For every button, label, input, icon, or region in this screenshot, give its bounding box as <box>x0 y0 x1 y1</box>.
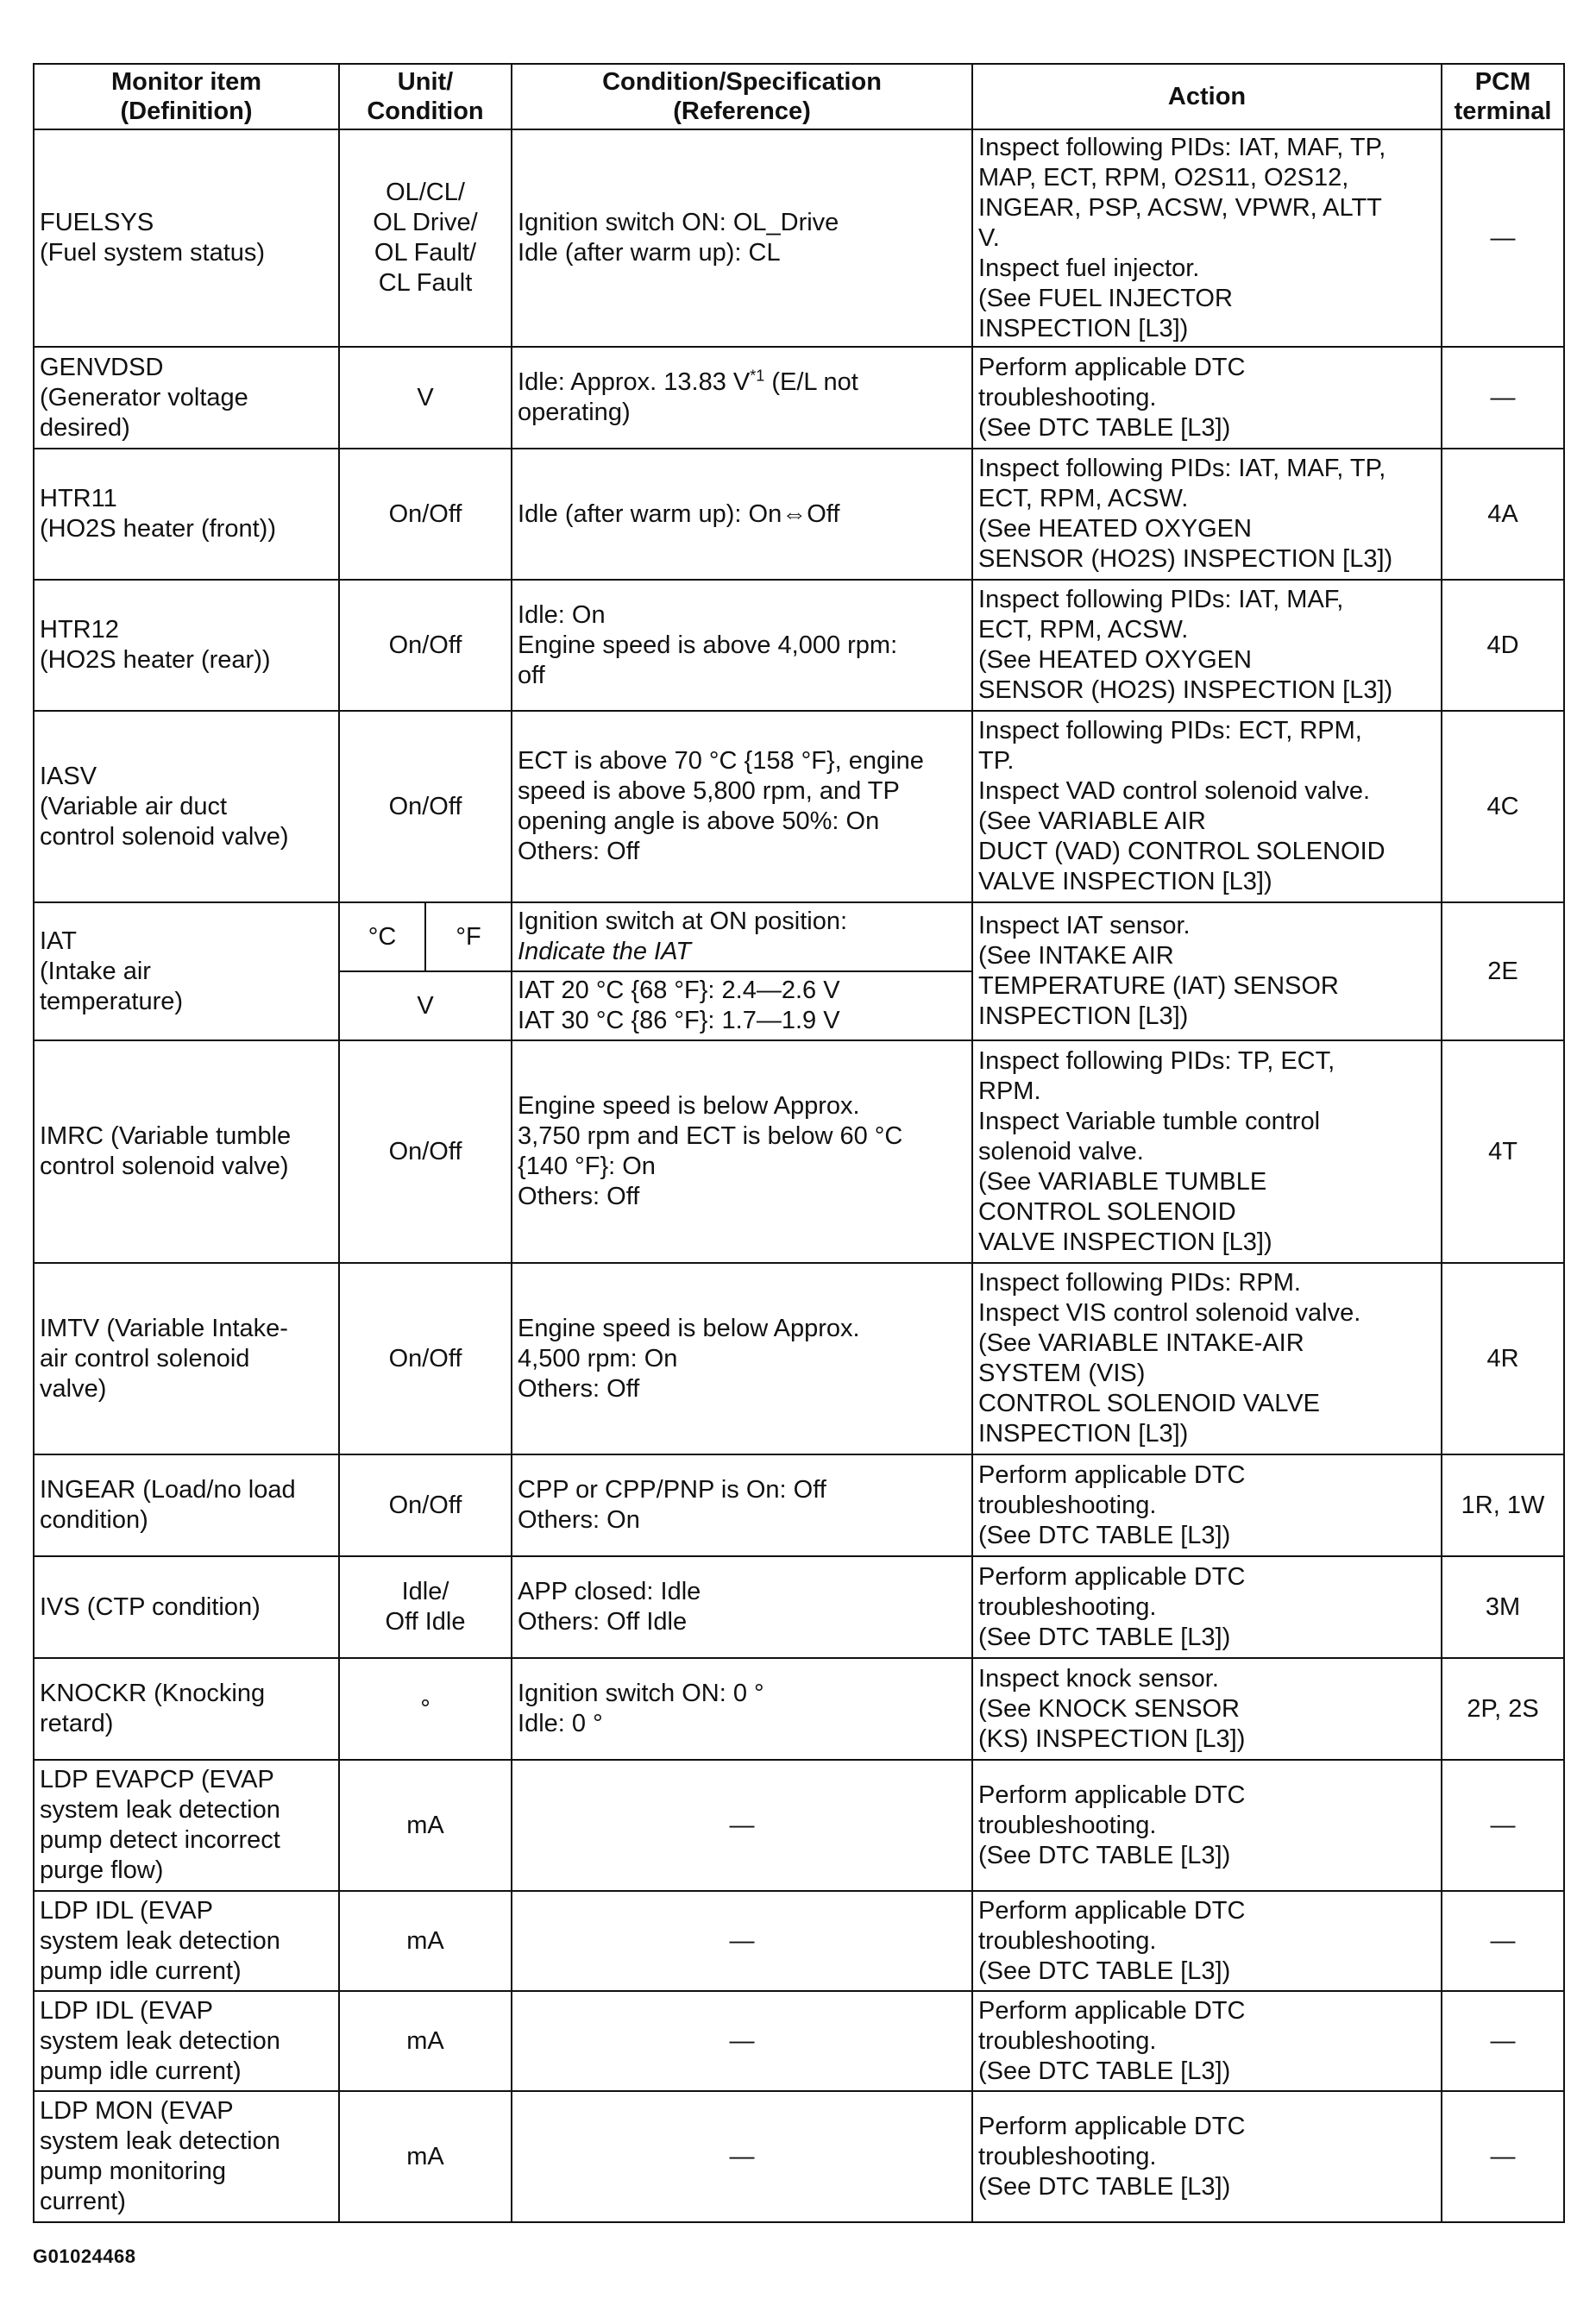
cell-text-line: Idle (after warm up): On⇔Off <box>518 499 840 528</box>
cell-text-line: (See FUEL INJECTOR <box>978 284 1233 312</box>
cell-unit <box>339 1658 512 1760</box>
cell-text-line: (Reference) <box>673 97 811 125</box>
cell-text-line: (HO2S heater (rear)) <box>40 646 271 674</box>
header-monitor-item <box>34 64 339 129</box>
cell-text-line: On/Off <box>388 1491 462 1519</box>
cell-text-line: Monitor item <box>111 68 261 96</box>
cell-text-line: DUCT (VAD) CONTROL SOLENOID <box>978 838 1386 865</box>
cell-action <box>972 711 1442 902</box>
cell-text-line: Others: Off Idle <box>518 1608 688 1636</box>
cell-monitor-item <box>34 1891 339 1991</box>
cell-text-line: On/Off <box>388 631 462 659</box>
cell-text-line: V <box>417 991 434 1020</box>
cell-text-line: Engine speed is below Approx. <box>518 1092 860 1120</box>
cell-text-line: 4,500 rpm: On <box>518 1344 678 1372</box>
cell-text-line: system leak detection <box>40 2127 280 2155</box>
cell-monitor-item <box>34 580 339 711</box>
cell-action <box>972 902 1442 1040</box>
cell-text-line: — <box>1490 223 1516 252</box>
cell-text-line: — <box>729 1926 755 1955</box>
cell-text-line: INGEAR, PSP, ACSW, VPWR, ALTT <box>978 193 1382 222</box>
cell-text-line: terminal <box>1454 97 1552 125</box>
table-row <box>34 1760 1564 1891</box>
cell-text-line: LDP EVAPCP (EVAP <box>40 1766 274 1793</box>
table-row <box>34 449 1564 580</box>
cell-text-line: IMTV (Variable Intake- <box>40 1314 288 1342</box>
cell-text-line: troubleshooting. <box>978 1592 1157 1621</box>
table-row <box>34 1658 1564 1760</box>
cell-text-line: 2E <box>1487 957 1518 985</box>
cell-monitor-item <box>34 1658 339 1760</box>
cell-text-line: (See HEATED OXYGEN <box>978 515 1252 543</box>
cell-monitor-item <box>34 902 339 1040</box>
cell-action <box>972 1556 1442 1658</box>
cell-text-line: (See DTC TABLE [L3]) <box>978 2172 1231 2201</box>
cell-pcm-terminal <box>1442 1760 1564 1891</box>
cell-text-line: Others: Off <box>518 838 640 865</box>
table-row <box>34 1454 1564 1556</box>
cell-text-line: Inspect fuel injector. <box>978 254 1200 282</box>
cell-text-line: mA <box>406 2142 444 2170</box>
cell-text-line: 4D <box>1486 631 1519 659</box>
cell-text-line: troubleshooting. <box>978 383 1157 411</box>
cell-text-line: Indicate the IAT <box>518 938 691 965</box>
cell-text-line: Unit/ <box>397 68 454 96</box>
cell-pcm-terminal <box>1442 1454 1564 1556</box>
cell-text-line: On/Off <box>388 499 462 528</box>
header-action <box>972 64 1442 129</box>
cell-pcm-terminal <box>1442 1556 1564 1658</box>
cell-monitor-item <box>34 449 339 580</box>
cell-action <box>972 1263 1442 1454</box>
cell-text-line: Idle: Approx. 13.83 $V^{*1}$ (E/L not <box>518 367 858 396</box>
cell-condition <box>512 1556 972 1658</box>
cell-text-line: — <box>1490 1811 1516 1839</box>
table-row <box>34 580 1564 711</box>
cell-text-line: Idle: On <box>518 600 606 629</box>
cell-condition <box>512 1760 972 1891</box>
table-row <box>34 129 1564 347</box>
cell-pcm-terminal <box>1442 1263 1564 1454</box>
cell-text-line: V. <box>978 223 1000 252</box>
cell-text-line: troubleshooting. <box>978 1491 1157 1519</box>
cell-condition <box>512 1891 972 1991</box>
cell-pcm-terminal <box>1442 449 1564 580</box>
figure-id-label: G01024468 <box>33 2245 136 2267</box>
cell-text-line: (See DTC TABLE [L3]) <box>978 2057 1231 2085</box>
table-row <box>34 1556 1564 1658</box>
table-row <box>34 1991 1564 2091</box>
cell-text-line: — <box>1490 1926 1516 1955</box>
cell-text-line: Perform applicable DTC <box>978 1996 1246 2025</box>
cell-condition <box>512 1040 972 1263</box>
cell-text-line: SENSOR (HO2S) INSPECTION [L3]) <box>978 676 1393 704</box>
cell-text-line: (See DTC TABLE [L3]) <box>978 1957 1231 1985</box>
cell-text-line: KNOCKR (Knocking <box>40 1680 266 1707</box>
cell-text-line: mA <box>406 1811 444 1839</box>
cell-text-line: pump idle current) <box>40 2057 242 2085</box>
cell-monitor-item <box>34 1454 339 1556</box>
cell-text-line: speed is above 5,800 rpm, and TP <box>518 777 900 805</box>
cell-text-line: 4T <box>1488 1137 1517 1165</box>
table-row <box>34 1891 1564 1991</box>
cell-pcm-terminal <box>1442 711 1564 902</box>
cell-monitor-item <box>34 1556 339 1658</box>
cell-text-line: Idle/ <box>401 1578 449 1605</box>
cell-condition <box>512 971 972 1040</box>
cell-text-line: 4C <box>1486 792 1519 820</box>
cell-monitor-item <box>34 1263 339 1454</box>
cell-pcm-terminal <box>1442 1658 1564 1760</box>
cell-condition <box>512 902 972 971</box>
cell-text-line: IAT 20 °C {68 °F}: 2.4—2.6 V <box>518 977 840 1004</box>
cell-text-line: control solenoid valve) <box>40 822 289 851</box>
cell-pcm-terminal <box>1442 2091 1564 2222</box>
cell-monitor-item <box>34 347 339 449</box>
cell-text-line: Others: Off <box>518 1183 640 1210</box>
cell-text-line: opening angle is above 50%: On <box>518 807 880 835</box>
cell-unit <box>339 1991 512 2091</box>
cell-text-line: temperature) <box>40 987 184 1015</box>
header-unit-condition <box>339 64 512 129</box>
cell-text-line: PCM <box>1474 68 1531 96</box>
cell-text-line: Perform applicable DTC <box>978 1562 1246 1591</box>
cell-text-line: ECT, RPM, ACSW. <box>978 616 1189 644</box>
cell-text-line: RPM. <box>978 1077 1041 1105</box>
cell-text-line: control solenoid valve) <box>40 1153 289 1180</box>
cell-text-line: — <box>1490 2142 1516 2170</box>
cell-text-line: troubleshooting. <box>978 1811 1157 1839</box>
cell-unit <box>339 1263 512 1454</box>
cell-text-line: Perform applicable DTC <box>978 2112 1246 2140</box>
cell-monitor-item <box>34 1040 339 1263</box>
cell-monitor-item <box>34 1760 339 1891</box>
cell-unit <box>339 1891 512 1991</box>
cell-text-line: (See VARIABLE AIR <box>978 807 1206 835</box>
cell-text-line: MAP, ECT, RPM, O2S11, O2S12, <box>978 163 1349 192</box>
cell-monitor-item <box>34 1991 339 2091</box>
cell-text-line: (See HEATED OXYGEN <box>978 646 1252 674</box>
cell-unit <box>339 1454 512 1556</box>
header-condition-specification <box>512 64 972 129</box>
cell-text-line: (Fuel system status) <box>40 239 266 267</box>
cell-unit <box>339 129 512 347</box>
cell-text-line: LDP IDL (EVAP <box>40 1996 213 2025</box>
cell-unit <box>339 449 512 580</box>
cell-text-line: IAT <box>40 926 77 955</box>
cell-text-line: desired) <box>40 413 130 442</box>
cell-action <box>972 2091 1442 2222</box>
cell-text-line: VALVE INSPECTION [L3]) <box>978 868 1272 895</box>
cell-text-line: IAT 30 °C {86 °F}: 1.7—1.9 V <box>518 1007 840 1034</box>
cell-action <box>972 1891 1442 1991</box>
cell-text-line: 1R, 1W <box>1461 1491 1545 1519</box>
cell-text-line: LDP MON (EVAP <box>40 2097 234 2125</box>
cell-text-line: operating) <box>518 399 631 426</box>
cell-text-line: — <box>1490 2026 1516 2055</box>
cell-text-line: — <box>729 1811 755 1839</box>
cell-text-line: Condition/Specification <box>602 68 882 96</box>
cell-text-line: V <box>417 383 434 411</box>
cell-text-line: (See KNOCK SENSOR <box>978 1694 1240 1723</box>
cell-text-line: (Intake air <box>40 957 151 985</box>
cell-text-line: Others: Off <box>518 1374 640 1403</box>
table-header-row <box>34 64 1564 129</box>
cell-text-line: Inspect following PIDs: IAT, MAF, <box>978 586 1344 613</box>
cell-text-line: Perform applicable DTC <box>978 1781 1246 1809</box>
table-row <box>34 2091 1564 2222</box>
cell-text-line: Perform applicable DTC <box>978 353 1246 381</box>
cell-condition <box>512 347 972 449</box>
cell-condition <box>512 711 972 902</box>
cell-text-line: TEMPERATURE (IAT) SENSOR <box>978 972 1339 1000</box>
cell-text-line: air control solenoid <box>40 1344 250 1372</box>
cell-text-line: APP closed: Idle <box>518 1578 701 1605</box>
cell-text-line: (HO2S heater (front)) <box>40 515 276 543</box>
cell-action <box>972 449 1442 580</box>
cell-condition <box>512 1263 972 1454</box>
cell-text-line: condition) <box>40 1506 148 1534</box>
cell-unit <box>339 2091 512 2222</box>
cell-action <box>972 347 1442 449</box>
cell-text-line: Inspect VAD control solenoid valve. <box>978 777 1371 805</box>
cell-text-line: Engine speed is below Approx. <box>518 1314 860 1342</box>
cell-pcm-terminal <box>1442 1991 1564 2091</box>
cell-text-line: (See DTC TABLE [L3]) <box>978 1521 1231 1549</box>
cell-text-line: Idle: 0 ° <box>518 1710 603 1737</box>
cell-unit <box>339 347 512 449</box>
cell-unit <box>339 1556 512 1658</box>
cell-text-line: 3M <box>1485 1592 1521 1621</box>
cell-text-line: HTR12 <box>40 616 119 644</box>
cell-action <box>972 1658 1442 1760</box>
cell-text-line: HTR11 <box>40 485 117 512</box>
cell-action <box>972 129 1442 347</box>
cell-text-line: off <box>518 661 545 689</box>
pid-monitor-table-wrapper <box>33 63 1563 2223</box>
cell-text-line: Ignition switch ON: 0 ° <box>518 1680 764 1707</box>
cell-condition <box>512 129 972 347</box>
cell-text-line: (See DTC TABLE [L3]) <box>978 413 1231 442</box>
cell-text-line: (Definition) <box>120 97 253 125</box>
cell-text-line: system leak detection <box>40 1796 280 1824</box>
cell-text-line: purge flow) <box>40 1856 164 1884</box>
cell-text-line: VALVE INSPECTION [L3]) <box>978 1228 1272 1256</box>
cell-monitor-item <box>34 129 339 347</box>
cell-text-line: (Variable air duct <box>40 792 228 820</box>
cell-text-line: LDP IDL (EVAP <box>40 1896 213 1925</box>
cell-text-line: — <box>729 2026 755 2055</box>
cell-text-line: INSPECTION [L3]) <box>978 1420 1189 1448</box>
cell-text-line: INSPECTION [L3]) <box>978 1002 1189 1030</box>
cell-text-line: retard) <box>40 1710 114 1737</box>
cell-text-line: (KS) INSPECTION [L3]) <box>978 1724 1246 1753</box>
cell-text-line: mA <box>406 2026 444 2055</box>
cell-text-line: pump detect incorrect <box>40 1826 280 1854</box>
cell-unit <box>339 580 512 711</box>
cell-text-line: Ignition switch ON: OL_Drive <box>518 209 839 236</box>
cell-text-line: system leak detection <box>40 2026 280 2055</box>
cell-text-line: OL Fault/ <box>374 239 477 267</box>
cell-text-line: IMRC (Variable tumble <box>40 1122 292 1150</box>
cell-text-line: OL Drive/ <box>373 209 478 236</box>
cell-unit-fahrenheit: °F <box>425 902 512 971</box>
cell-text-line: CONTROL SOLENOID VALVE <box>978 1390 1320 1417</box>
cell-text-line: (Generator voltage <box>40 383 248 411</box>
cell-text-line: Ignition switch at ON position: <box>518 908 848 935</box>
cell-text-line: Inspect Variable tumble control <box>978 1107 1321 1135</box>
cell-text-line: On/Off <box>388 792 462 820</box>
cell-text-line: Off Idle <box>385 1608 466 1636</box>
cell-text-line: Inspect knock sensor. <box>978 1664 1219 1693</box>
cell-text-line: INSPECTION [L3]) <box>978 314 1189 342</box>
cell-text-line: Perform applicable DTC <box>978 1460 1246 1489</box>
table-row <box>34 902 1564 971</box>
cell-text-line: troubleshooting. <box>978 2142 1157 2170</box>
cell-text-line: Inspect following PIDs: IAT, MAF, TP, <box>978 455 1386 482</box>
cell-text-line: valve) <box>40 1374 107 1403</box>
cell-text-line: (See VARIABLE TUMBLE <box>978 1167 1267 1196</box>
cell-unit <box>339 1040 512 1263</box>
cell-text-line: ECT is above 70 °C {158 °F}, engine <box>518 747 924 775</box>
cell-unit <box>339 1760 512 1891</box>
cell-text-line: Inspect IAT sensor. <box>978 912 1191 939</box>
cell-text-line: ECT, RPM, ACSW. <box>978 485 1189 512</box>
cell-text-line: troubleshooting. <box>978 1926 1157 1955</box>
cell-text-line: Inspect following PIDs: RPM. <box>978 1269 1301 1297</box>
cell-text-line: INGEAR (Load/no load <box>40 1476 296 1504</box>
cell-pcm-terminal <box>1442 1891 1564 1991</box>
cell-monitor-item <box>34 711 339 902</box>
cell-pcm-terminal <box>1442 902 1564 1040</box>
cell-text-line: FUELSYS <box>40 209 154 236</box>
cell-action <box>972 1040 1442 1263</box>
table-row <box>34 1040 1564 1263</box>
cell-action <box>972 580 1442 711</box>
cell-text-line: pump monitoring <box>40 2158 226 2185</box>
cell-text-line: GENVDSD <box>40 353 164 381</box>
cell-condition <box>512 580 972 711</box>
cell-text-line: On/Off <box>388 1137 462 1165</box>
cell-text-line: 4R <box>1486 1344 1519 1372</box>
cell-monitor-item <box>34 2091 339 2222</box>
cell-text-line: SYSTEM (VIS) <box>978 1360 1146 1387</box>
header-pcm-terminal <box>1442 64 1564 129</box>
cell-text-line: Inspect following PIDs: ECT, RPM, <box>978 717 1362 744</box>
pid-monitor-table <box>33 63 1565 2223</box>
cell-text-line: OL/CL/ <box>386 179 465 206</box>
cell-text-line: mA <box>406 1926 444 1955</box>
cell-unit <box>339 971 512 1040</box>
cell-pcm-terminal <box>1442 580 1564 711</box>
cell-pcm-terminal <box>1442 129 1564 347</box>
cell-condition <box>512 1658 972 1760</box>
cell-action <box>972 1760 1442 1891</box>
cell-text-line: IVS (CTP condition) <box>40 1592 261 1621</box>
cell-text-line: current) <box>40 2188 126 2215</box>
cell-text-line: troubleshooting. <box>978 2026 1157 2055</box>
cell-condition <box>512 1454 972 1556</box>
cell-text-line: CONTROL SOLENOID <box>978 1197 1236 1226</box>
cell-text-line: (See VARIABLE INTAKE-AIR <box>978 1329 1304 1357</box>
cell-text-line: — <box>729 2142 755 2170</box>
cell-condition <box>512 2091 972 2222</box>
cell-text-line: (See DTC TABLE [L3]) <box>978 1841 1231 1869</box>
cell-text-line: Engine speed is above 4,000 rpm: <box>518 631 898 659</box>
cell-text-line: Others: On <box>518 1506 640 1534</box>
cell-text-line: (See DTC TABLE [L3]) <box>978 1623 1231 1651</box>
cell-text-line: Action <box>1167 83 1247 110</box>
cell-text-line: TP. <box>978 747 1015 775</box>
cell-text-line: pump idle current) <box>40 1957 242 1985</box>
cell-text-line: Idle (after warm up): CL <box>518 239 781 267</box>
cell-text-line: 4A <box>1487 499 1518 528</box>
cell-condition <box>512 1991 972 2091</box>
cell-text-line: Condition <box>367 97 484 125</box>
cell-action <box>972 1991 1442 2091</box>
cell-action <box>972 1454 1442 1556</box>
cell-text-line: On/Off <box>388 1344 462 1372</box>
cell-text-line: 3,750 rpm and ECT is below 60 °C <box>518 1122 903 1150</box>
cell-text-line: SENSOR (HO2S) INSPECTION [L3]) <box>978 545 1393 573</box>
cell-text-line: {140 °F}: On <box>518 1153 656 1180</box>
cell-text-line: Inspect following PIDs: IAT, MAF, TP, <box>978 133 1386 161</box>
cell-text-line: CPP or CPP/PNP is On: Off <box>518 1476 826 1504</box>
cell-text-line: Perform applicable DTC <box>978 1896 1246 1925</box>
cell-text-line: Inspect VIS control solenoid valve. <box>978 1299 1361 1327</box>
table-row <box>34 347 1564 449</box>
cell-text-line: 2P, 2S <box>1467 1694 1539 1723</box>
cell-unit <box>339 711 512 902</box>
cell-text-line: IASV <box>40 762 97 790</box>
cell-pcm-terminal <box>1442 347 1564 449</box>
cell-text-line: system leak detection <box>40 1926 280 1955</box>
table-row <box>34 1263 1564 1454</box>
cell-text-line: — <box>1490 383 1516 411</box>
cell-pcm-terminal <box>1442 1040 1564 1263</box>
table-row <box>34 711 1564 902</box>
cell-text-line: ° <box>420 1694 430 1723</box>
cell-text-line: (See INTAKE AIR <box>978 942 1174 970</box>
cell-condition <box>512 449 972 580</box>
cell-text-line: solenoid valve. <box>978 1137 1144 1165</box>
cell-text-line: Inspect following PIDs: TP, ECT, <box>978 1046 1335 1075</box>
cell-text-line: CL Fault <box>378 269 473 297</box>
cell-unit-celsius: °C <box>339 902 425 971</box>
